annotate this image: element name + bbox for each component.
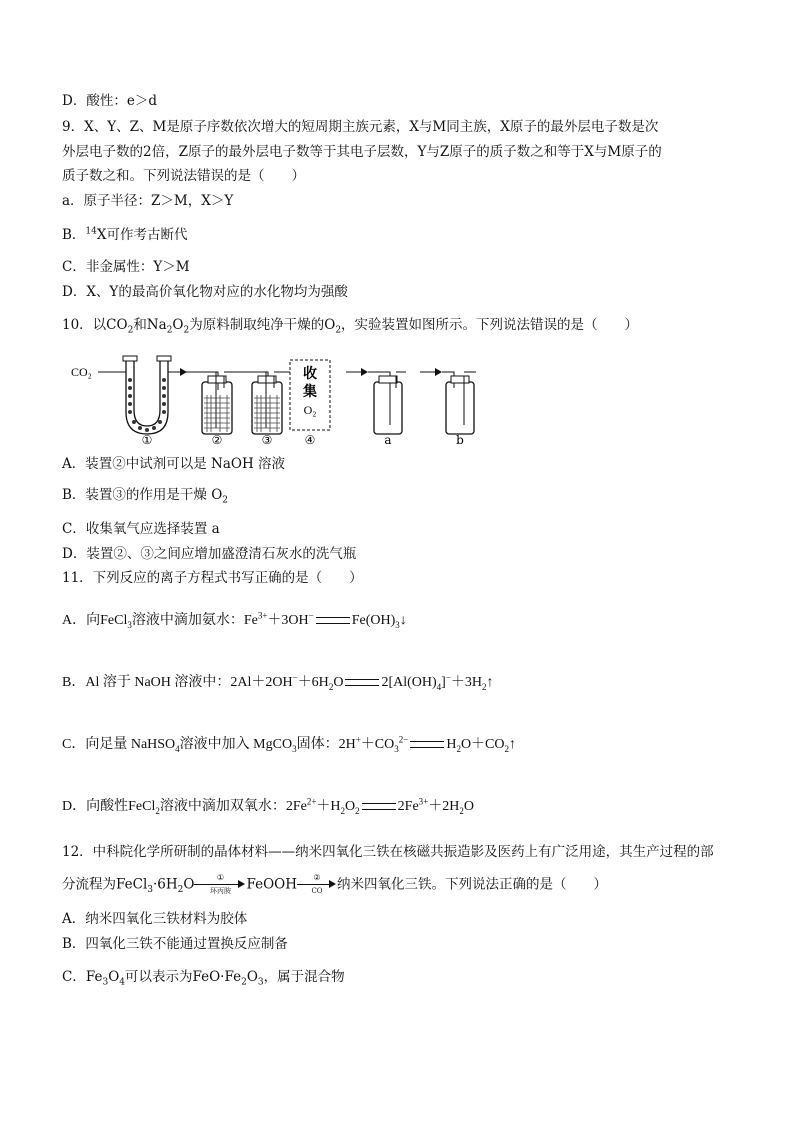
collect-text-3: O₂ xyxy=(303,403,317,417)
q10-stem: 10．以$CO_2$和$Na_2O_2$为原料制取纯净干燥的$O_2$，实验装置如图所示。下列说法错误的是（ ） xyxy=(62,317,639,336)
q10-option-a: A．装置②中试剂可以是 NaOH 溶液 xyxy=(62,456,286,472)
collect-text-1: 收 xyxy=(303,366,317,382)
collect-text-2: 集 xyxy=(303,384,317,400)
collect-bottle-b xyxy=(442,372,476,434)
label-4: ④ xyxy=(304,433,316,445)
q8-option-d: D．酸性：e＞d xyxy=(62,93,157,109)
co2-inlet-label: CO₂ xyxy=(71,365,92,379)
q12-stem-line2: 分流程为$FeCl_3\cdot 6H_2O$ ① 环丙胺 FeOOH ② CO 纳米四氧化三铁。下列说法正确的是（ ） xyxy=(62,873,607,896)
q11-option-a: A．向FeCl$_3$溶液中滴加氨水：$Fe^{3+}+3OH^-$ $Fe(OH)_3↓$ xyxy=(62,610,407,630)
label-a: a xyxy=(384,433,392,445)
q9-stem-line1: 9．X、Y、Z、M是原子序数依次增大的短周期主族元素，X与M同主族，X原子的最外层电子数是次 xyxy=(62,119,659,135)
q9-option-c: C．非金属性：Y＞M xyxy=(62,259,190,275)
q11-option-c: C．向足量 NaHSO$_4$溶液中加入 MgCO$_3$固体：$2H^++CO_3^{2-}$ $H_2O+CO_2↑$ xyxy=(62,734,516,754)
q9-option-b: B．$^{14}$X可作考古断代 xyxy=(62,226,188,243)
q9-stem-line3: 质子数之和。下列说法错误的是（ ） xyxy=(62,168,305,184)
q12-option-b: B．四氧化三铁不能通过置换反应制备 xyxy=(62,936,288,952)
u-tube xyxy=(123,356,171,434)
label-1: ① xyxy=(141,433,153,445)
label-3: ③ xyxy=(261,433,273,445)
q11-option-b: B．Al 溶于 NaOH 溶液中：$2Al+2OH^-+6H_2O$ $2[Al(OH)_4]^-+3H_2↑$ xyxy=(62,672,494,692)
q12-option-a: A．纳米四氧化三铁材料为胶体 xyxy=(62,911,248,927)
process-arrow-2: ② CO xyxy=(297,874,337,896)
wash-bottle-2 xyxy=(202,372,232,434)
q9-stem-line2: 外层电子数的2倍，Z原子的最外层电子数等于其电子层数，Y与Z原子的质子数之和等于X与M原子的 xyxy=(62,144,662,160)
collect-bottle-a xyxy=(368,372,406,434)
q10-option-c: C．收集氧气应选择装置 a xyxy=(62,521,220,537)
q10-option-d: D．装置②、③之间应增加盛澄清石灰水的洗气瓶 xyxy=(62,546,357,562)
q9-option-d: D．X、Y的最高价氧化物对应的水化物均为强酸 xyxy=(62,284,348,300)
q9-option-a: a．原子半径：Z＞M，X＞Y xyxy=(62,193,234,209)
apparatus-diagram xyxy=(68,350,488,445)
label-b: b xyxy=(456,433,464,445)
q12-stem-line1: 12．中科院化学所研制的晶体材料——纳米四氧化三铁在核磁共振造影及医药上有广泛用途，其生产过程的部 xyxy=(62,844,714,860)
q12-option-c: C．$Fe_3O_4$可以表示为$FeO\cdot Fe_2O_3$，属于混合物 xyxy=(62,969,345,988)
label-2: ② xyxy=(211,433,223,445)
wash-bottle-3 xyxy=(252,372,282,434)
q11-option-d: D．向酸性FeCl$_2$溶液中滴加双氧水：$2Fe^{2+}+H_2O_2$ $2Fe^{3+}+2H_2O$ xyxy=(62,796,474,816)
process-arrow-1: ① 环丙胺 xyxy=(194,874,246,896)
q10-option-b: B．装置③的作用是干燥 $O_2$ xyxy=(62,487,229,506)
q11-stem: 11．下列反应的离子方程式书写正确的是（ ） xyxy=(62,570,363,586)
